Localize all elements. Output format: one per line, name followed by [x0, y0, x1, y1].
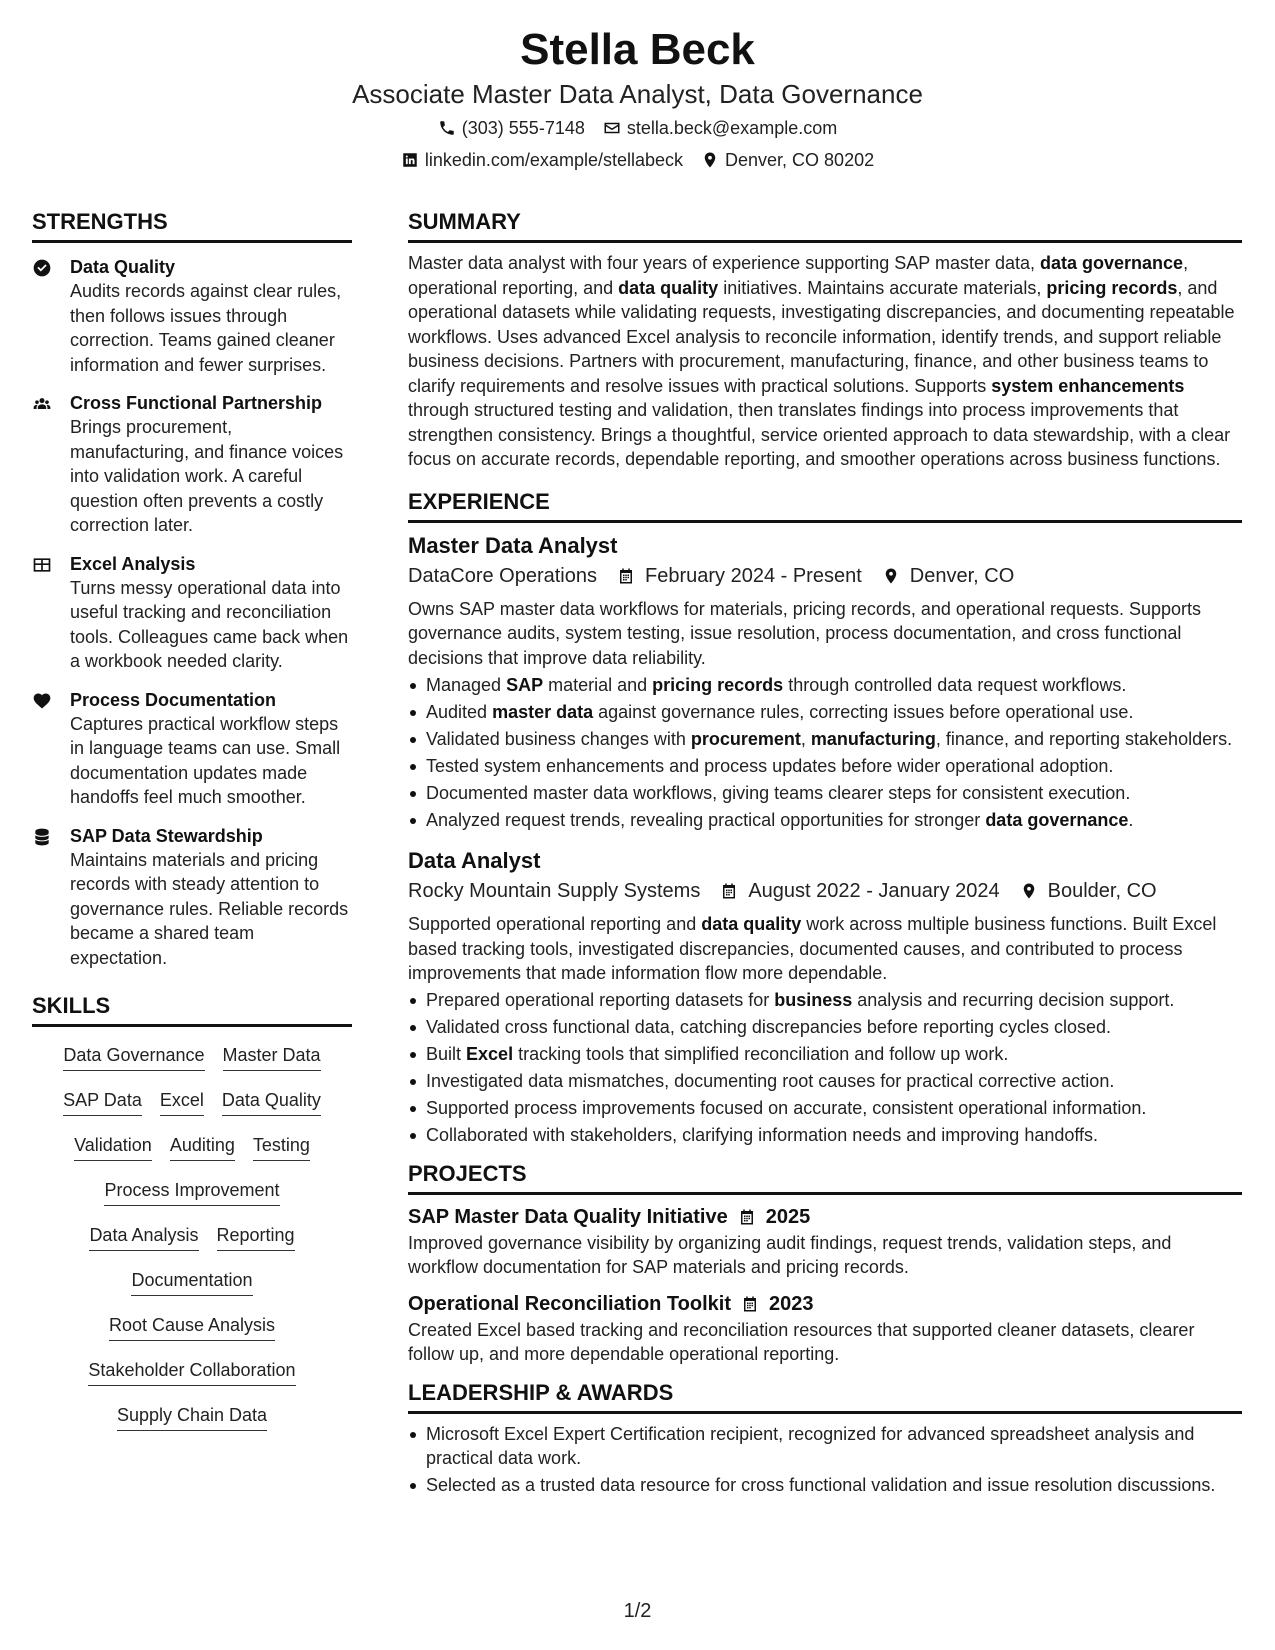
leadership-heading: LEADERSHIP & AWARDS	[408, 1379, 1242, 1414]
experience-heading: EXPERIENCE	[408, 488, 1242, 523]
left-column	[32, 208, 352, 1448]
leadership-item: Selected as a trusted data resource for cross functional validation and issue resolution discussions.	[408, 1473, 1242, 1498]
strength-name: SAP Data Stewardship	[70, 825, 263, 846]
skill-tag: Stakeholder Collaboration	[88, 1358, 295, 1386]
skill-tag: Data Governance	[63, 1043, 204, 1071]
email-text[interactable]: stella.beck@example.com	[626, 118, 838, 138]
text-run: Master data analyst with four years of experience supporting SAP master data,	[408, 253, 1040, 273]
job-meta	[408, 561, 1242, 591]
skill-row	[32, 1043, 352, 1071]
skill-row	[32, 1313, 352, 1341]
phone-icon	[438, 119, 456, 137]
summary-heading: SUMMARY	[408, 208, 1242, 243]
text-run: work across multiple business functions. Built Excel based tracking tools, investigated discrepancies, documented causes, and contributed to process improvements that made information flow more dependable.	[408, 914, 1217, 983]
strength-body	[70, 552, 352, 674]
job-bullet	[408, 808, 1242, 833]
job-dates	[617, 561, 862, 591]
skill-row	[32, 1178, 352, 1206]
users-icon	[32, 394, 52, 414]
job-entry	[408, 531, 1242, 833]
strength-name: Process Documentation	[70, 689, 277, 710]
strengths-list	[32, 255, 352, 970]
skill-tag: Process Improvement	[104, 1178, 279, 1206]
text-run: Owns SAP master data workflows for materials, pricing records, and operational requests. Supports governance audits, system testing, issue resolution, process documentation, and cross functional decisions that improve data reliability.	[408, 598, 1202, 668]
skill-row	[32, 1088, 352, 1116]
skills-list	[32, 1043, 352, 1431]
skill-tag: SAP Data	[63, 1088, 142, 1116]
check-circle-icon	[32, 258, 52, 278]
bold-text: business	[774, 990, 853, 1010]
job-location-text: Boulder, CO	[1047, 880, 1157, 902]
linkedin-contact[interactable]	[401, 146, 683, 174]
text-run: Analyzed request trends, revealing practical opportunities for stronger	[426, 809, 986, 830]
text-run: tracking tools that simplified reconciliation and follow up work.	[513, 1044, 1009, 1064]
project-desc: Created Excel based tracking and reconciliation resources that supported cleaner datasets, clearer follow up, and more dependable operational reporting.	[408, 1319, 1195, 1364]
job-location	[882, 561, 1014, 591]
project-title	[408, 1203, 1242, 1231]
bold-text: pricing records	[1046, 277, 1178, 298]
heart-icon	[32, 691, 52, 711]
skill-tag: Auditing	[170, 1133, 235, 1161]
job-bullet	[408, 700, 1242, 725]
email-contact[interactable]	[603, 114, 837, 142]
skill-tag: Root Cause Analysis	[109, 1313, 275, 1341]
right-column	[408, 208, 1242, 1498]
bold-text: system enhancements	[991, 375, 1185, 396]
project-name: SAP Master Data Quality Initiative	[408, 1205, 728, 1228]
text-run: ,	[800, 728, 811, 749]
job-dates	[720, 876, 999, 906]
leadership-item: Microsoft Excel Expert Certification recipient, recognized for advanced spreadsheet analysis and practical data work.	[408, 1422, 1242, 1471]
text-run: Collaborated with stakeholders, clarifying information needs and improving handoffs.	[426, 1125, 1099, 1145]
contact-row-1	[0, 114, 1275, 142]
project-title	[408, 1290, 1242, 1318]
strength-desc: Audits records against clear rules, then follows issues through correction. Teams gained cleaner information and fewer surprises.	[70, 281, 342, 375]
jobs-list	[408, 531, 1242, 1148]
job-bullet	[408, 1042, 1242, 1067]
map-pin-icon	[1020, 882, 1038, 900]
text-run: Validated business changes with	[426, 728, 691, 749]
skill-tag: Data Quality	[222, 1088, 321, 1116]
skill-row	[32, 1133, 352, 1161]
skill-tag: Validation	[74, 1133, 152, 1161]
text-run: .	[1128, 809, 1134, 830]
job-desc	[408, 597, 1242, 671]
bold-text: SAP	[506, 674, 544, 695]
text-run: against governance rules, correcting issues before operational use.	[593, 701, 1134, 722]
strength-item	[32, 824, 352, 971]
skill-tag: Supply Chain Data	[117, 1403, 267, 1431]
skill-row	[32, 1358, 352, 1386]
bold-text: pricing records	[652, 674, 784, 695]
job-title: Master Data Analyst	[408, 532, 618, 558]
linkedin-icon	[401, 151, 419, 169]
job-bullets	[408, 988, 1242, 1148]
job-bullet	[408, 673, 1242, 698]
text-run: Managed	[426, 674, 507, 695]
strength-icon-wrap	[32, 391, 70, 538]
table-icon	[32, 555, 52, 575]
calendar-icon	[738, 1208, 756, 1226]
skill-row	[32, 1223, 352, 1251]
job-company: DataCore Operations	[408, 564, 597, 587]
calendar-icon	[741, 1295, 759, 1313]
skill-tag: Excel	[160, 1088, 204, 1116]
strength-item	[32, 552, 352, 674]
resume-header	[0, 22, 1275, 174]
job-bullet	[408, 1123, 1242, 1148]
project-year: 2025	[765, 1205, 811, 1228]
strength-name: Cross Functional Partnership	[70, 393, 323, 413]
text-run: Supported process improvements focused on accurate, consistent operational information.	[426, 1098, 1147, 1118]
job-dates-text: February 2024 - Present	[644, 564, 862, 587]
calendar-icon	[617, 567, 635, 585]
map-pin-icon	[882, 567, 900, 585]
leadership-list	[408, 1422, 1242, 1498]
project-year: 2023	[769, 1292, 814, 1315]
strength-item	[32, 391, 352, 538]
text-run: analysis and recurring decision support.	[852, 990, 1175, 1010]
skill-tag: Reporting	[217, 1223, 295, 1251]
projects-list	[408, 1203, 1242, 1367]
bold-text: data governance	[985, 809, 1129, 830]
text-run: , operational reporting, and	[408, 253, 1189, 298]
map-pin-icon	[701, 151, 719, 169]
job-bullet	[408, 727, 1242, 752]
location-contact	[701, 146, 874, 174]
database-icon	[32, 827, 52, 847]
strength-body	[70, 688, 352, 810]
strength-desc: Brings procurement, manufacturing, and finance voices into validation work. A careful question often prevents a costly correction later.	[70, 417, 344, 535]
calendar-icon	[720, 882, 738, 900]
strength-body	[70, 255, 352, 377]
text-run: Audited	[426, 701, 493, 722]
job-dates-text: August 2022 - January 2024	[748, 880, 1000, 902]
text-run: through structured testing and validation, then translates findings into process improvements that strengthen consistency. Brings a thoughtful, service oriented approach to data stewardship, with a clear focus on accurate records, dependable reporting, and smoother operations across business functions.	[408, 400, 1231, 469]
projects-heading: PROJECTS	[408, 1160, 1242, 1195]
location-text: Denver, CO 80202	[725, 150, 875, 170]
text-run: Supported operational reporting and	[408, 914, 702, 934]
envelope-icon	[603, 119, 621, 137]
phone-contact	[438, 114, 585, 142]
strength-body	[70, 391, 352, 538]
contact-row-2	[0, 146, 1275, 174]
skill-tag: Documentation	[131, 1268, 252, 1296]
job-company: Rocky Mountain Supply Systems	[408, 880, 701, 902]
strength-desc: Turns messy operational data into useful tracking and reconciliation tools. Colleagues came back when a workbook needed clarity.	[70, 577, 349, 671]
phone-text: (303) 555-7148	[461, 118, 585, 138]
bold-text: data quality	[701, 914, 802, 934]
skill-row	[32, 1403, 352, 1431]
text-run: Tested system enhancements and process updates before wider operational adoption.	[426, 755, 1114, 776]
strength-icon-wrap	[32, 552, 70, 674]
job-desc	[408, 912, 1242, 986]
job-location-text: Denver, CO	[909, 564, 1015, 587]
strength-icon-wrap	[32, 255, 70, 377]
strength-icon-wrap	[32, 824, 70, 971]
strength-body	[70, 824, 352, 971]
job-bullet	[408, 1069, 1242, 1094]
text-run: material and	[543, 674, 653, 695]
strength-desc: Maintains materials and pricing records with steady attention to governance rules. Reliable records became a shared team expectation.	[70, 849, 349, 968]
strength-name: Excel Analysis	[70, 553, 196, 574]
project-desc: Improved governance visibility by organizing audit findings, request trends, validation steps, and workflow documentation for SAP materials and pricing records.	[408, 1232, 1172, 1277]
strength-icon-wrap	[32, 688, 70, 810]
job-bullets	[408, 673, 1242, 833]
job-bullet	[408, 1015, 1242, 1040]
text-run: through controlled data request workflows.	[783, 674, 1127, 695]
job-bullet	[408, 988, 1242, 1013]
text-run: Validated cross functional data, catching discrepancies before reporting cycles closed.	[426, 1017, 1112, 1037]
job-entry	[408, 846, 1242, 1148]
skill-tag: Data Analysis	[89, 1223, 198, 1251]
skill-tag: Master Data	[223, 1043, 321, 1071]
bold-text: procurement	[690, 728, 801, 749]
job-title: Data Analyst	[408, 848, 541, 873]
text-run: initiatives. Maintains accurate materials,	[718, 277, 1047, 298]
job-bullet	[408, 1096, 1242, 1121]
candidate-name: Stella Beck	[520, 25, 755, 74]
text-run: Prepared operational reporting datasets for	[426, 990, 775, 1010]
strength-name: Data Quality	[70, 257, 176, 277]
job-bullet	[408, 781, 1242, 806]
project-entry	[408, 1203, 1242, 1280]
skill-tag: Testing	[253, 1133, 310, 1161]
bold-text: data quality	[618, 277, 719, 298]
job-meta	[408, 876, 1242, 906]
project-entry	[408, 1290, 1242, 1367]
project-name: Operational Reconciliation Toolkit	[408, 1292, 731, 1315]
text-run: , and operational datasets while validating requests, investigating discrepancies, and documenting repeatable workflows. Uses advanced Excel analysis to reconcile information, identify trends, and support reliable business decisions. Partners with procurement, manufacturing, finance, and other business teams to clarify requirements and resolve issues with practical solutions. Supports	[408, 277, 1235, 396]
strength-item	[32, 255, 352, 377]
bold-text: data governance	[1040, 253, 1184, 273]
job-bullet	[408, 754, 1242, 779]
job-location	[1020, 876, 1157, 906]
strength-item	[32, 688, 352, 810]
bold-text: Excel	[466, 1044, 514, 1064]
strength-desc: Captures practical workflow steps in language teams can use. Small documentation updates made handoffs feel much smoother.	[70, 713, 341, 807]
text-run: Investigated data mismatches, documenting root causes for practical corrective action.	[426, 1071, 1115, 1091]
skill-row	[32, 1268, 352, 1296]
text-run: Documented master data workflows, giving teams clearer steps for consistent execution.	[426, 782, 1131, 803]
candidate-title: Associate Master Data Analyst, Data Governance	[352, 79, 923, 109]
text-run: , finance, and reporting stakeholders.	[935, 728, 1233, 749]
bold-text: master data	[492, 701, 594, 722]
bold-text: manufacturing	[810, 728, 936, 749]
summary-text	[408, 251, 1242, 472]
text-run: Built	[426, 1044, 467, 1064]
strengths-heading: STRENGTHS	[32, 208, 352, 243]
skills-heading: SKILLS	[32, 992, 352, 1027]
linkedin-text[interactable]: linkedin.com/example/stellabeck	[424, 150, 684, 170]
page-number: 1/2	[623, 1600, 652, 1622]
